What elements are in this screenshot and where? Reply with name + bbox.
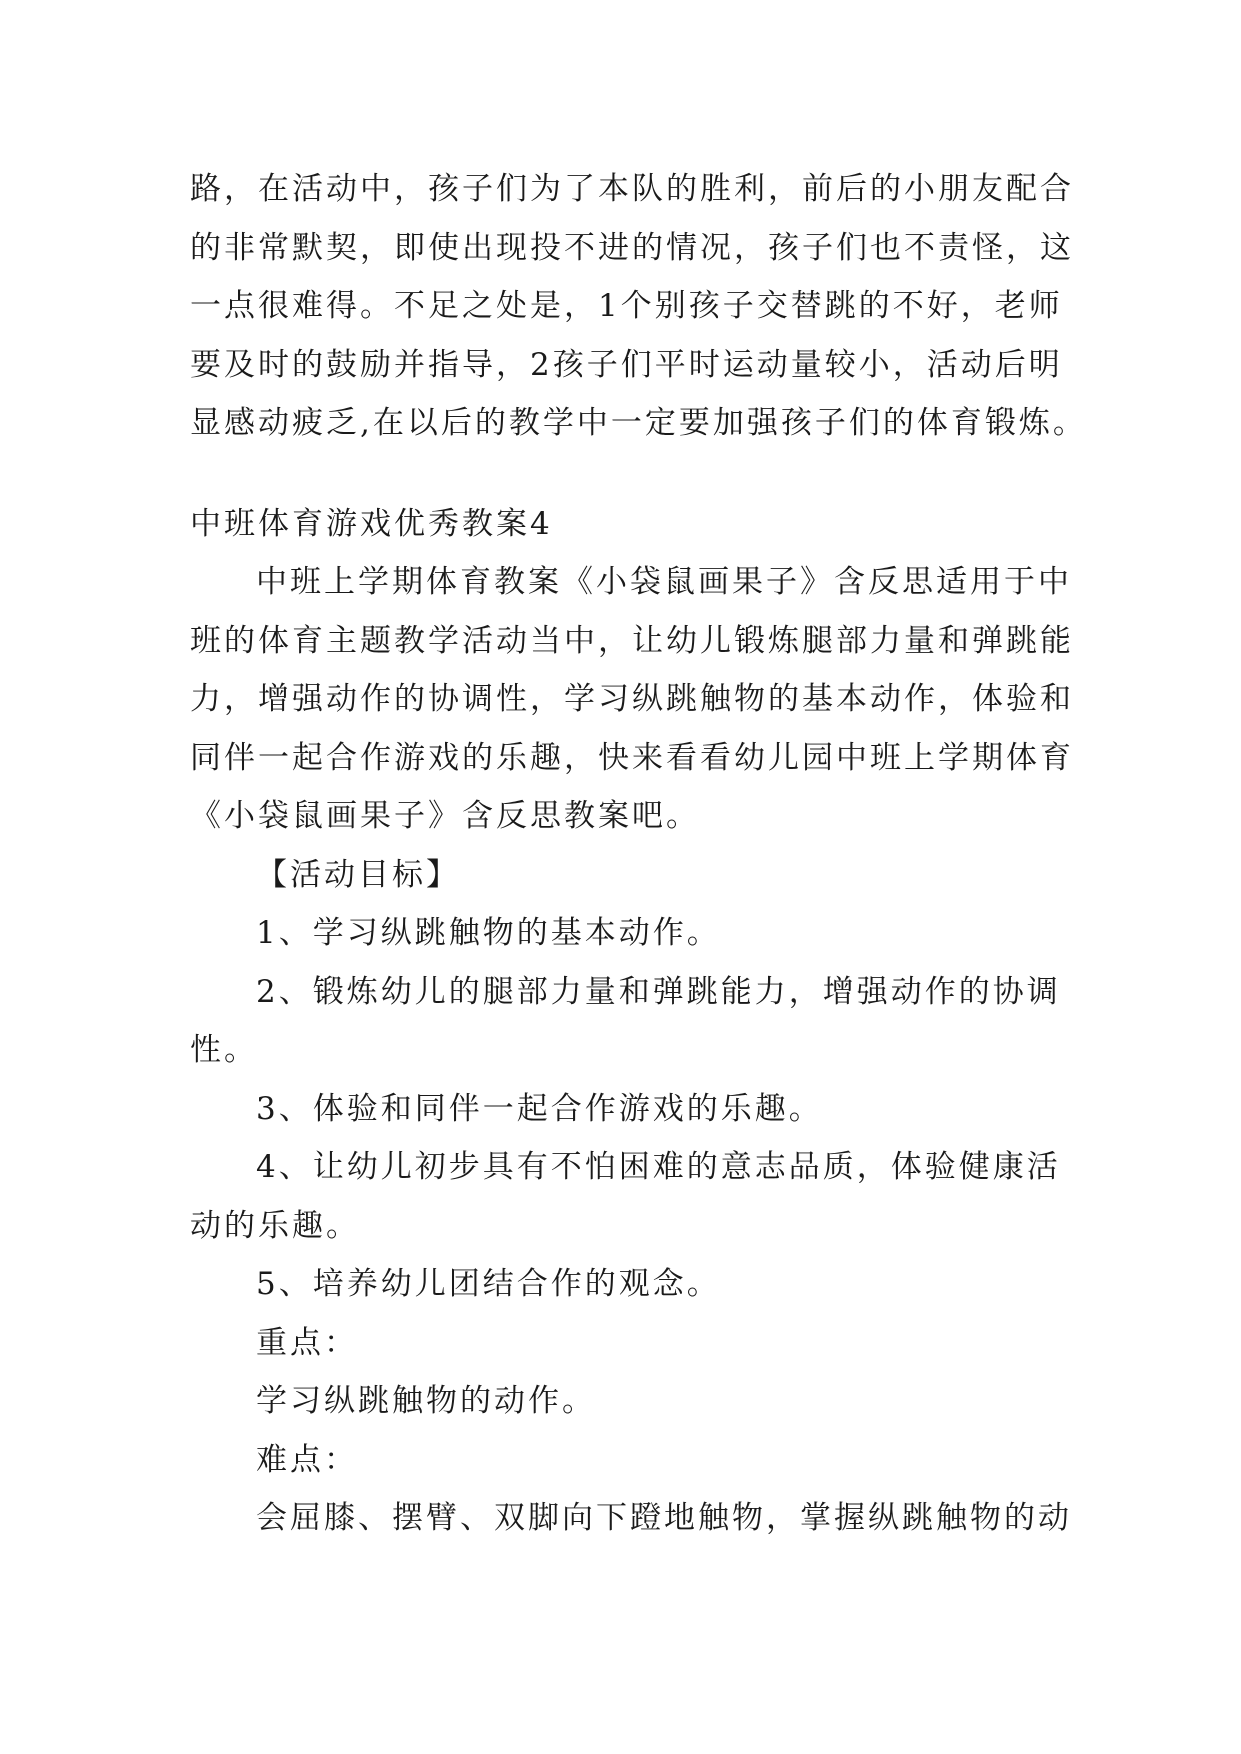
document-body — [190, 160, 1087, 1548]
difficulty-text: 会屈膝、摆臂、双脚向下蹬地触物，掌握纵跳触物的动 — [256, 1500, 1072, 1536]
key-point-text: 学习纵跳触物的动作。 — [256, 1383, 596, 1419]
goals-heading: 【活动目标】 — [256, 856, 460, 893]
goal-item: 4、让幼儿初步具有不怕困难的意志品质，体验健康活 — [256, 1149, 1061, 1185]
goal-item: 3、体验和同伴一起合作游戏的乐趣。 — [256, 1090, 823, 1127]
intro-line: 班的体育主题教学活动当中，让幼儿锻炼腿部力量和弹跳能 — [190, 622, 1074, 659]
goal-item: 5、培养幼儿团结合作的观念。 — [256, 1266, 721, 1302]
paragraph-line: 的非常默契，即使出现投不进的情况，孩子们也不责怪，这 — [190, 229, 1074, 266]
goal-item-continuation: 动的乐趣。 — [190, 1207, 360, 1244]
key-point-label: 重点： — [256, 1324, 358, 1361]
intro-line: 中班上学期体育教案《小袋鼠画果子》含反思适用于中 — [256, 564, 1072, 600]
difficulty-label: 难点： — [256, 1441, 358, 1478]
intro-line: 力，增强动作的协调性，学习纵跳触物的基本动作，体验和 — [190, 681, 1074, 717]
paragraph-line: 一点很难得。不足之处是，1个别孩子交替跳的不好，老师 — [190, 288, 1063, 324]
paragraph-line: 路，在活动中，孩子们为了本队的胜利，前后的小朋友配合 — [190, 171, 1074, 207]
goal-item: 1、学习纵跳触物的基本动作。 — [256, 915, 721, 951]
goal-item-continuation: 性。 — [190, 1032, 258, 1068]
paragraph-line: 要及时的鼓励并指导，2孩子们平时运动量较小，活动后明 — [190, 346, 1063, 383]
paragraph-line: 显感动疲乏,在以后的教学中一定要加强孩子们的体育锻炼。 — [190, 405, 1087, 441]
section-spacer — [190, 453, 1052, 495]
section-title: 中班体育游戏优秀教案4 — [190, 505, 553, 542]
intro-line: 《小袋鼠画果子》含反思教案吧。 — [190, 798, 700, 834]
goal-item: 2、锻炼幼儿的腿部力量和弹跳能力，增强动作的协调 — [256, 973, 1061, 1010]
intro-line: 同伴一起合作游戏的乐趣，快来看看幼儿园中班上学期体育 — [190, 739, 1074, 776]
